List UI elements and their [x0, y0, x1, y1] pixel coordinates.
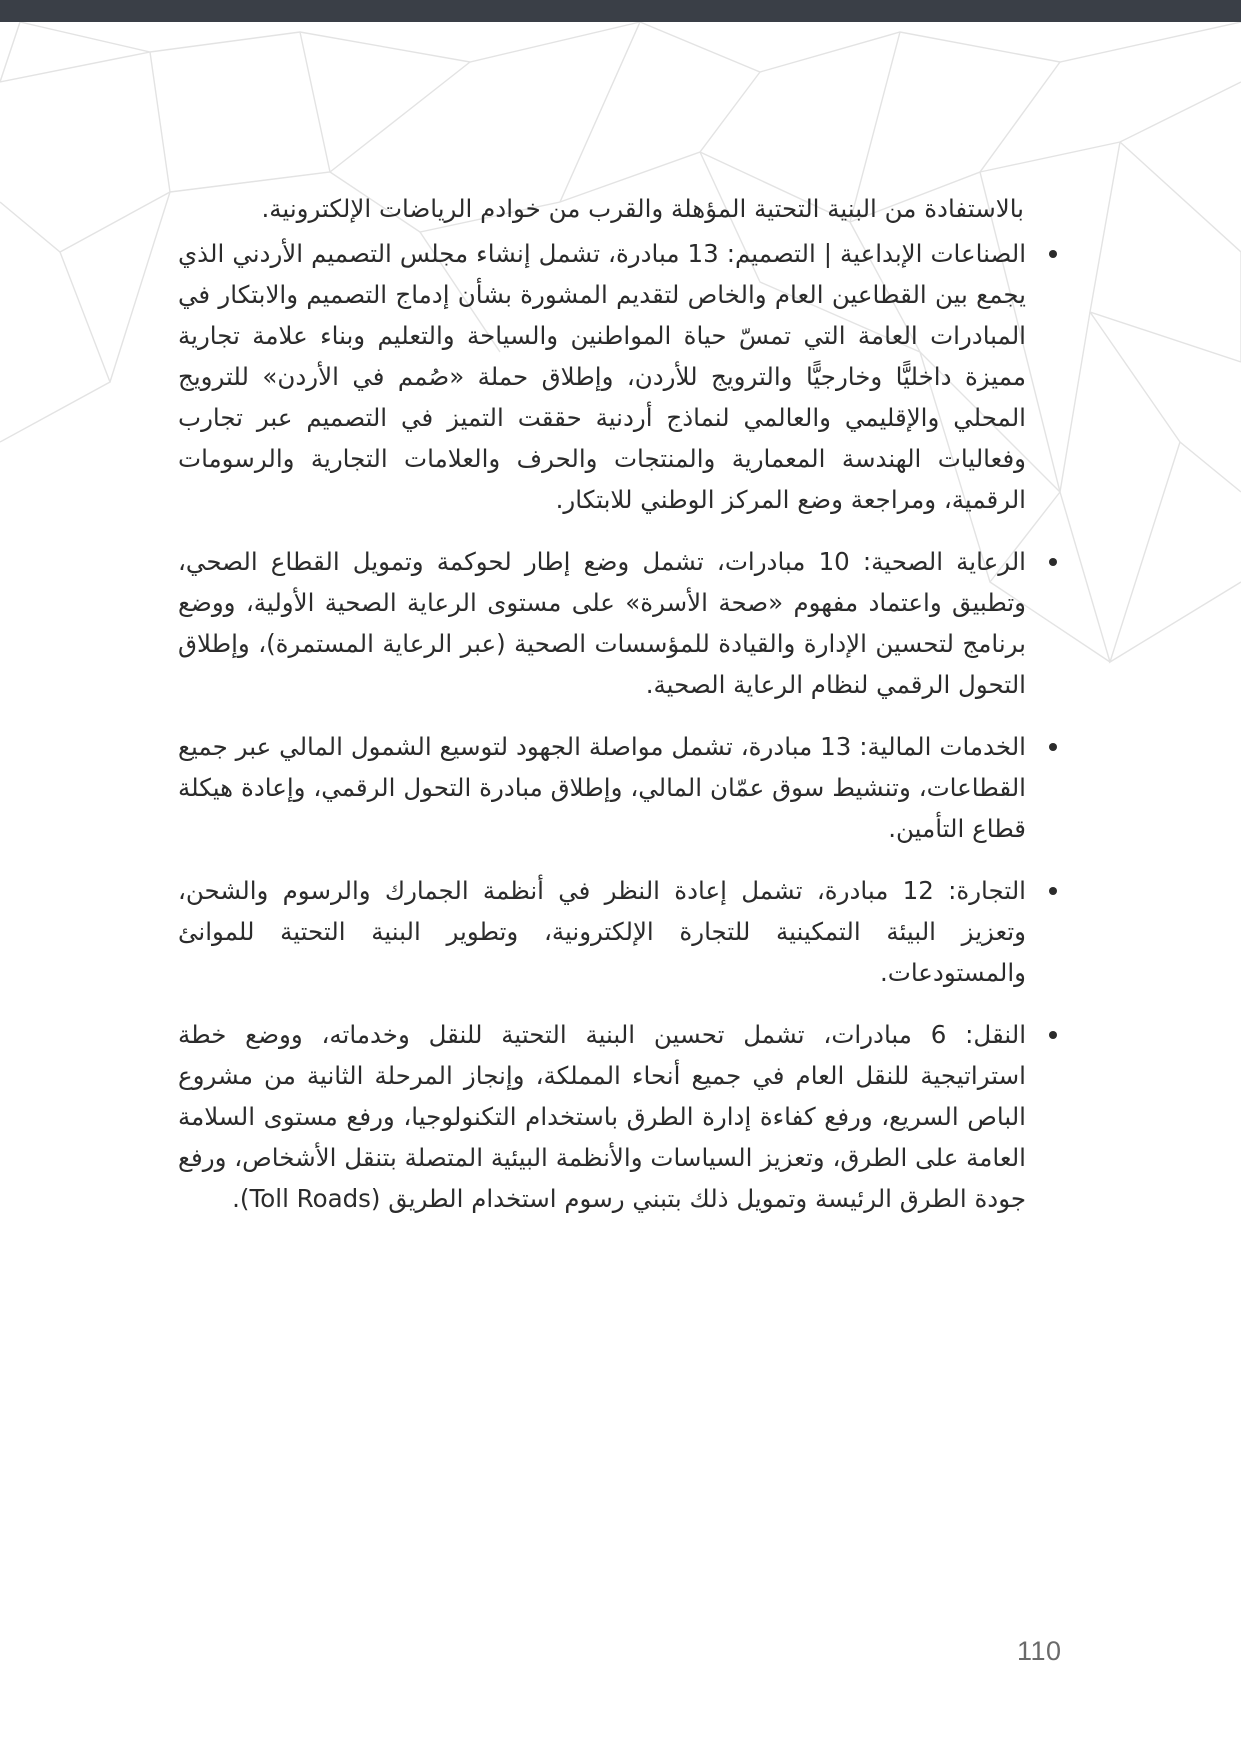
initiatives-list — [178, 233, 1026, 1219]
list-item-text: النقل: 6 مبادرات، تشمل تحسين البنية التحتية للنقل وخدماته، ووضع خطة استراتيجية للنقل العام في جميع أنحاء المملكة، وإنجاز المرحلة الثانية من مشروع الباص السريع، ورفع كفاءة إدارة الطرق باستخدام التكنولوجيا، ورفع مستوى السلامة العامة على الطرق، وتعزيز السياسات والأنظمة البيئية المتصلة بتنقل الأشخاص، ورفع جودة الطرق الرئيسة وتمويل ذلك بتبني رسوم استخدام الطريق (Toll Roads). — [178, 1020, 1026, 1213]
bullet-icon — [1049, 250, 1057, 258]
list-item-healthcare — [178, 541, 1026, 705]
bullet-icon — [1049, 1031, 1057, 1039]
document-body — [178, 188, 1026, 1240]
page-number: 110 — [1017, 1636, 1062, 1666]
bullet-icon — [1049, 887, 1057, 895]
list-item-text: الخدمات المالية: 13 مبادرة، تشمل مواصلة الجهود لتوسيع الشمول المالي عبر جميع القطاعات، وتنشيط سوق عمّان المالي، وإطلاق مبادرة التحول الرقمي، وإعادة هيكلة قطاع التأمين. — [178, 732, 1026, 843]
list-item-text: الصناعات الإبداعية | التصميم: 13 مبادرة، تشمل إنشاء مجلس التصميم الأردني الذي يجمع بين القطاعين العام والخاص لتقديم المشورة بشأن إدماج التصميم والابتكار في المبادرات العامة التي تمسّ حياة المواطنين والسياحة والتعليم وبناء علامة تجارية مميزة داخليًّا وخارجيًّا والترويج للأردن، وإطلاق حملة «صُمم في الأردن» للترويج المحلي والإقليمي والعالمي لنماذج أردنية حققت التميز في التصميم عبر تجارب وفعاليات الهندسة المعمارية والمنتجات والحرف والعلامات التجارية والرسومات الرقمية، ومراجعة وضع المركز الوطني للابتكار. — [178, 239, 1027, 514]
list-item-text: الرعاية الصحية: 10 مبادرات، تشمل وضع إطار لحوكمة وتمويل القطاع الصحي، وتطبيق واعتماد مفهوم «صحة الأسرة» على مستوى الرعاية الصحية الأولية، ووضع برنامج لتحسين الإدارة والقيادة للمؤسسات الصحية (عبر الرعاية المستمرة)، وإطلاق التحول الرقمي لنظام الرعاية الصحية. — [178, 547, 1026, 699]
list-item-financial-services — [178, 726, 1026, 849]
bullet-icon — [1049, 743, 1057, 751]
header-bar — [0, 0, 1241, 22]
list-item-transport — [178, 1014, 1026, 1219]
continued-paragraph: بالاستفادة من البنية التحتية المؤهلة والقرب من خوادم الرياضات الإلكترونية. — [261, 194, 1024, 223]
list-item-trade — [178, 870, 1026, 993]
list-item-text: التجارة: 12 مبادرة، تشمل إعادة النظر في أنظمة الجمارك والرسوم والشحن، وتعزيز البيئة التمكينية للتجارة الإلكترونية، وتطوير البنية التحتية للموانئ والمستودعات. — [178, 876, 1026, 987]
list-item-creative-industries — [178, 233, 1026, 520]
bullet-icon — [1049, 558, 1057, 566]
